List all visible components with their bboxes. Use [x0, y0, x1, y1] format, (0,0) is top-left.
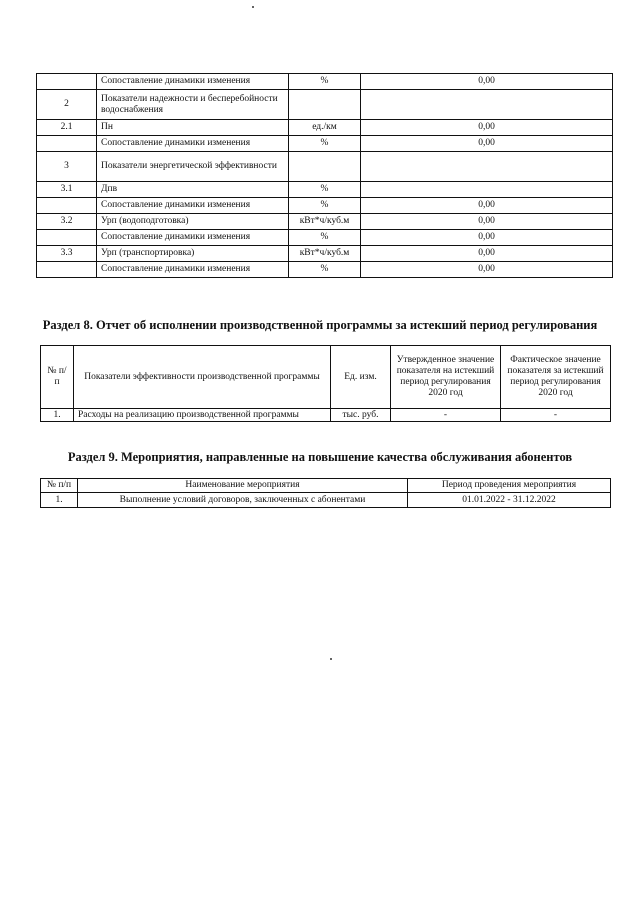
row-name: Показатели энергетической эффективности — [97, 152, 289, 182]
table-row — [37, 136, 613, 152]
row-value: 0,00 — [361, 120, 613, 136]
scan-speck — [330, 658, 332, 660]
row-unit: тыс. руб. — [331, 409, 391, 422]
header-num: № п/п — [41, 479, 78, 493]
row-unit — [289, 152, 361, 182]
row-name: Сопоставление динамики изменения — [97, 198, 289, 214]
indicators-table — [36, 73, 613, 278]
row-num — [37, 262, 97, 278]
table-row — [37, 152, 613, 182]
table-header-row — [41, 479, 611, 493]
row-value — [361, 152, 613, 182]
row-unit: ед./км — [289, 120, 361, 136]
row-num — [37, 198, 97, 214]
row-name: Урп (водоподготовка) — [97, 214, 289, 230]
table-row — [37, 198, 613, 214]
table-row — [37, 230, 613, 246]
row-value: 0,00 — [361, 198, 613, 214]
table-row — [37, 74, 613, 90]
table-row — [37, 214, 613, 230]
table-row — [37, 246, 613, 262]
row-value: 0,00 — [361, 230, 613, 246]
row-unit: % — [289, 74, 361, 90]
header-actual: Фактическое значение показателя за истекший период регулирования 2020 год — [501, 346, 611, 409]
header-approved: Утвержденное значение показателя на истекший период регулирования 2020 год — [391, 346, 501, 409]
row-num — [37, 230, 97, 246]
row-unit: % — [289, 230, 361, 246]
row-unit: % — [289, 262, 361, 278]
row-num: 1. — [41, 493, 78, 508]
row-num — [37, 136, 97, 152]
section-9-title: Раздел 9. Мероприятия, направленные на повышение качества обслуживания абонентов — [67, 450, 573, 464]
row-value: 0,00 — [361, 262, 613, 278]
row-num: 3.3 — [37, 246, 97, 262]
table-row — [41, 409, 611, 422]
row-approved: - — [391, 409, 501, 422]
header-unit: Ед. изм. — [331, 346, 391, 409]
scan-speck — [252, 6, 254, 8]
row-name: Сопоставление динамики изменения — [97, 262, 289, 278]
row-name: Выполнение условий договоров, заключенных с абонентами — [78, 493, 408, 508]
row-num: 2.1 — [37, 120, 97, 136]
row-period: 01.01.2022 - 31.12.2022 — [408, 493, 611, 508]
row-unit: % — [289, 198, 361, 214]
header-name: Наименование мероприятия — [78, 479, 408, 493]
row-value — [361, 90, 613, 120]
row-indicator: Расходы на реализацию производственной программы — [74, 409, 331, 422]
table-row — [37, 182, 613, 198]
row-name: Сопоставление динамики изменения — [97, 230, 289, 246]
program-report-table — [40, 345, 611, 422]
row-num: 3.2 — [37, 214, 97, 230]
row-num: 2 — [37, 90, 97, 120]
header-period: Период проведения мероприятия — [408, 479, 611, 493]
row-name: Пн — [97, 120, 289, 136]
section-8-title: Раздел 8. Отчет об исполнении производственной программы за истекший период регулирования — [42, 318, 598, 332]
row-num — [37, 74, 97, 90]
row-name: Урп (транспортировка) — [97, 246, 289, 262]
row-value: 0,00 — [361, 74, 613, 90]
row-name: Показатели надежности и бесперебойности водоснабжения — [97, 90, 289, 120]
row-unit: кВт*ч/куб.м — [289, 246, 361, 262]
row-name: Сопоставление динамики изменения — [97, 74, 289, 90]
row-num: 1. — [41, 409, 74, 422]
row-num: 3.1 — [37, 182, 97, 198]
table-header-row — [41, 346, 611, 409]
row-value: 0,00 — [361, 246, 613, 262]
row-name: Сопоставление динамики изменения — [97, 136, 289, 152]
row-unit: % — [289, 182, 361, 198]
table-row — [37, 120, 613, 136]
table-row — [41, 493, 611, 508]
row-value: 0,00 — [361, 136, 613, 152]
row-unit: % — [289, 136, 361, 152]
header-indicator: Показатели эффективности производственной программы — [74, 346, 331, 409]
row-name: Дпв — [97, 182, 289, 198]
row-actual: - — [501, 409, 611, 422]
row-value — [361, 182, 613, 198]
row-unit — [289, 90, 361, 120]
row-num: 3 — [37, 152, 97, 182]
row-unit: кВт*ч/куб.м — [289, 214, 361, 230]
header-num: № п/п — [41, 346, 74, 409]
table-row — [37, 262, 613, 278]
row-value: 0,00 — [361, 214, 613, 230]
table-row — [37, 90, 613, 120]
measures-table — [40, 478, 611, 508]
